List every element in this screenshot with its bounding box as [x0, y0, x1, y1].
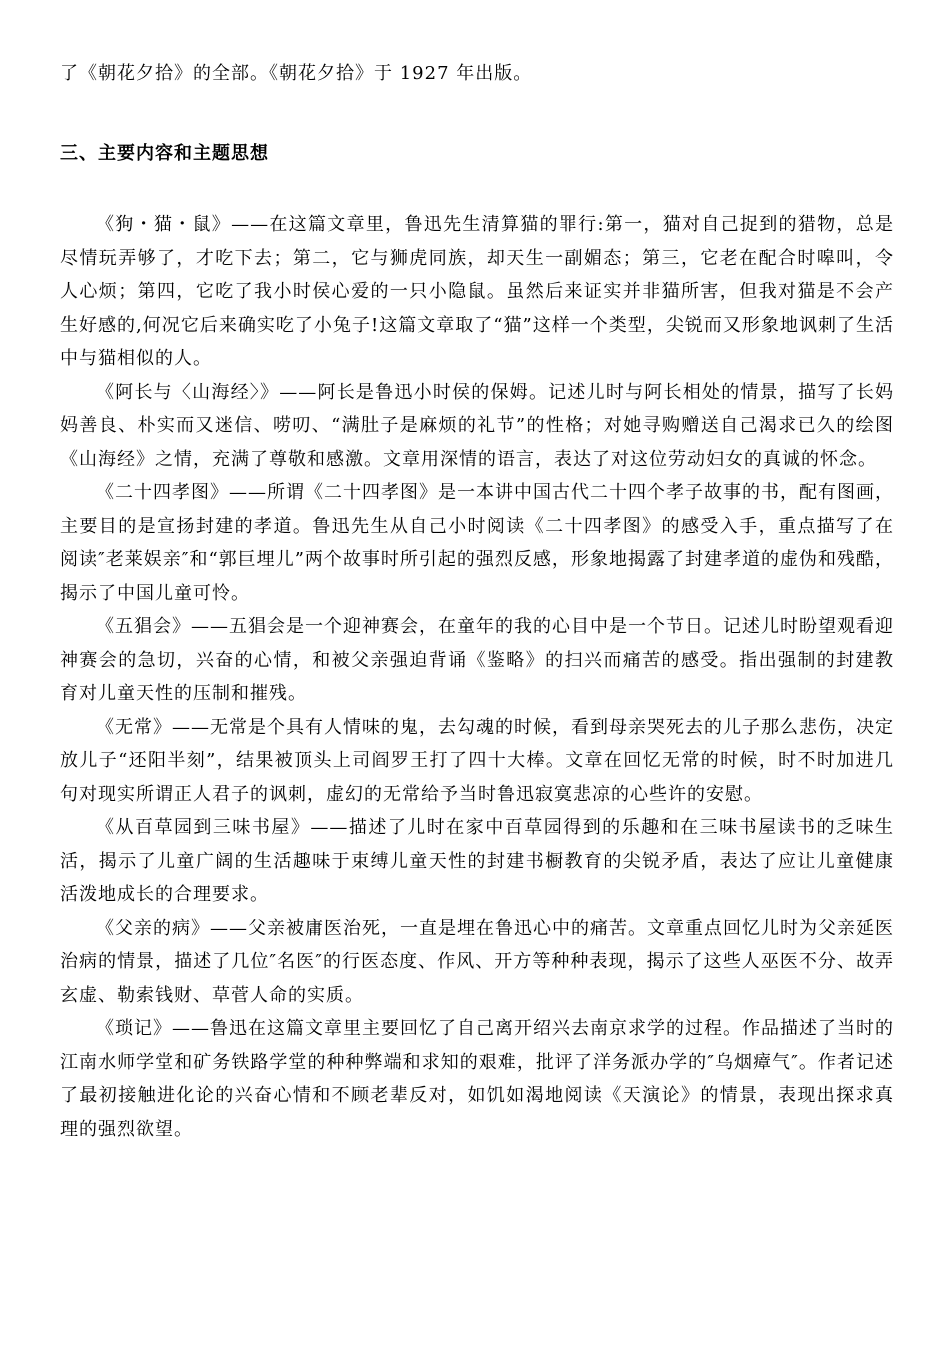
section-body [60, 208, 894, 1146]
paragraph-wuchang-festival: 《五猖会》——五猖会是一个迎神赛会，在童年的我的心目中是一个节日。记述儿时盼望观看迎神赛会的急切，兴奋的心情，和被父亲强迫背诵《鉴略》的扫兴而痛苦的感受。指出强制的封建教育对儿童天性的压制和摧残。 [60, 616, 894, 704]
paragraph-baicaoyuan: 《从百草园到三味书屋》——描述了儿时在家中百草园得到的乐趣和在三味书屋读书的乏味生活，揭示了儿童广阔的生活趣味于束缚儿童天性的封建书橱教育的尖锐矛盾，表达了应让儿童健康活泼地成长的合理要求。 [60, 817, 894, 905]
paragraph-dog-cat-mouse: 《狗・猫・鼠》——在这篇文章里，鲁迅先生清算猫的罪行:第一，猫对自己捉到的猎物，总是尽情玩弄够了，才吃下去；第二，它与狮虎同族，却天生一副媚态；第三，它老在配合时嗥叫，令人心烦；第四，它吃了我小时侯心爱的一只小隐鼠。虽然后来证实并非猫所害，但我对猫是不会产生好感的,何况它后来确实吃了小兔子!这篇文章取了“猫”这样一个类型，尖锐而又形象地讽刺了生活中与猫相似的人。 [60, 214, 894, 369]
paragraph-wuchang-ghost: 《无常》——无常是个具有人情味的鬼，去勾魂的时候，看到母亲哭死去的儿子那么悲伤，决定放儿子“还阳半刻”，结果被顶头上司阎罗王打了四十大棒。文章在回忆无常的时候，时不时加进几句对现实所谓正人君子的讽刺，虚幻的无常给予当时鲁迅寂寞悲凉的心些许的安慰。 [60, 716, 894, 805]
intro-line: 了《朝花夕拾》的全部。《朝花夕拾》于 1927 年出版。 [60, 63, 533, 84]
paragraph-a-chang: 《阿长与〈山海经〉》——阿长是鲁迅小时侯的保姆。记述儿时与阿长相处的情景，描写了长妈妈善良、朴实而又迷信、唠叨、“满肚子是麻烦的礼节”的性格；对她寻购赠送自己渴求已久的绘图《山海经》之情，充满了尊敬和感激。文章用深情的语言，表达了对这位劳动妇女的真诚的怀念。 [60, 381, 894, 470]
paragraph-twenty-four-filial: 《二十四孝图》——所谓《二十四孝图》是一本讲中国古代二十四个孝子故事的书，配有图画，主要目的是宣扬封建的孝道。鲁迅先生从自己小时阅读《二十四孝图》的感受入手，重点描写了在阅读″老莱娱亲″和“郭巨埋儿”两个故事时所引起的强烈反感，形象地揭露了封建孝道的虚伪和残酷，揭示了中国儿童可怜。 [60, 482, 894, 604]
section-heading: 三、主要内容和主题思想 [60, 143, 269, 164]
paragraph-father-illness: 《父亲的病》——父亲被庸医治死，一直是埋在鲁迅心中的痛苦。文章重点回忆儿时为父亲延医治病的情景，描述了几位″名医″的行医态度、作风、开方等种种表现，揭示了这些人巫医不分、故弄玄虚、勒索钱财、草菅人命的实质。 [60, 917, 894, 1006]
paragraph-suoji: 《琐记》——鲁迅在这篇文章里主要回忆了自己离开绍兴去南京求学的过程。作品描述了当时的江南水师学堂和矿务铁路学堂的种种弊端和求知的艰难，批评了洋务派办学的″乌烟瘴气″。作者记述了最初接触进化论的兴奋心情和不顾老辈反对，如饥如渴地阅读《天演论》的情景，表现出探求真理的强烈欲望。 [60, 1018, 894, 1140]
